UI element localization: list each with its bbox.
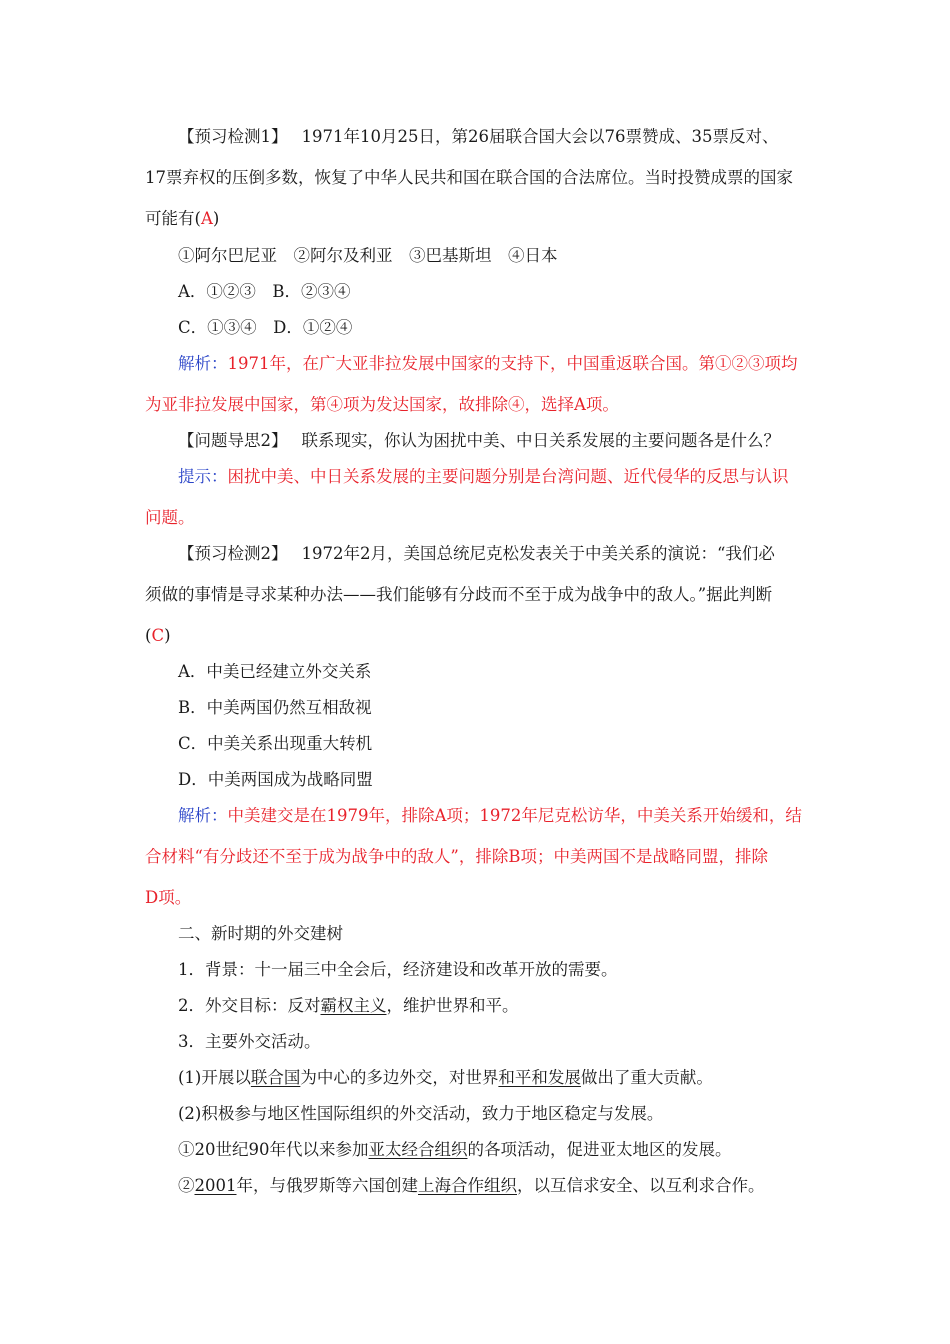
section2-p7-underlined-2: 上海合作组织: [418, 1176, 517, 1195]
section2-p4-prefix: (1)开展以: [178, 1068, 251, 1087]
q2-option-c: C．中美关系出现重大转机: [178, 734, 373, 753]
q2-analysis-text-1: 中美建交是在1979年，排除A项；1972年尼克松访华，中美关系开始缓和，结: [227, 806, 802, 825]
q1-options-ab: A．①②③ B．②③④: [178, 282, 351, 301]
section2-p4-suffix: 做出了重大贡献。: [580, 1068, 713, 1087]
section2-heading: 二、新时期的外交建树: [178, 924, 343, 943]
guide2-hint-line-2: 问题。: [145, 508, 195, 527]
q2-line-3: [145, 624, 815, 648]
section2-p7: [178, 1174, 848, 1198]
section2-p6-prefix: ①20世纪90年代以来参加: [178, 1140, 369, 1159]
section2-p5: (2)积极参与地区性国际组织的外交活动，致力于地区稳定与发展。: [178, 1104, 664, 1123]
section2-p6-underlined: 亚太经合组织: [368, 1140, 468, 1159]
guide2-hint-label: 提示：: [178, 467, 228, 486]
guide2-hint-text-1: 困扰中美、中日关系发展的主要问题分别是台湾问题、近代侵华的反思与认识: [227, 467, 789, 486]
q2-analysis-label: 解析：: [178, 806, 228, 825]
section2-p6: [178, 1138, 848, 1162]
q2-stem-1: 1972年2月，美国总统尼克松发表关于中美关系的演说：“我们必: [301, 544, 775, 563]
guide2-hint-line-1: [178, 465, 848, 489]
section2-p2: [178, 994, 848, 1018]
q2-line-2: 须做的事情是寻求某种办法——我们能够有分歧而不至于成为战争中的敌人。”据此判断: [145, 585, 773, 604]
q2-stem-3: (: [145, 626, 152, 645]
q1-line-3: [145, 207, 815, 231]
q1-tag: 【预习检测1】: [178, 127, 288, 146]
section2-p2-suffix: ，维护世界和平。: [386, 996, 519, 1015]
section2-p2-prefix: 2．外交目标：反对: [178, 996, 321, 1015]
q2-line-1: [178, 542, 848, 566]
guide2-tag: 【问题导思2】: [178, 431, 288, 450]
q1-stem-1: 1971年10月25日，第26届联合国大会以76票赞成、35票反对、: [301, 127, 779, 146]
q2-analysis-line-3: D项。: [145, 888, 192, 907]
q1-answer: A: [200, 209, 213, 228]
section2-p4: [178, 1066, 848, 1090]
section2-p1: 1．背景：十一届三中全会后，经济建设和改革开放的需要。: [178, 960, 618, 979]
section2-p4-underlined-1: 联合国: [250, 1068, 301, 1087]
q2-tag: 【预习检测2】: [178, 544, 288, 563]
section2-p4-mid: 为中心的多边外交，对世界: [300, 1068, 499, 1087]
section2-p7-prefix: ②: [178, 1176, 195, 1195]
q1-items: ①阿尔巴尼亚 ②阿尔及利亚 ③巴基斯坦 ④日本: [178, 246, 558, 265]
section2-p4-underlined-2: 和平和发展: [498, 1068, 581, 1087]
guide2-line: [178, 429, 848, 453]
section2-p7-suffix: ，以互信求安全、以互利求合作。: [517, 1176, 765, 1195]
q1-line-1: [178, 125, 848, 149]
q1-analysis-label: 解析：: [178, 354, 228, 373]
q1-line-2: 17票弃权的压倒多数，恢复了中华人民共和国在联合国的合法席位。当时投赞成票的国家: [145, 168, 793, 187]
q2-option-d: D．中美两国成为战略同盟: [178, 770, 373, 789]
q1-analysis-line-2: 为亚非拉发展中国家，第④项为发达国家，故排除④，选择A项。: [145, 395, 619, 414]
q2-option-a: A．中美已经建立外交关系: [178, 662, 372, 681]
q1-stem-3: 可能有(: [145, 209, 201, 228]
q1-stem-3-end: ): [212, 209, 220, 228]
section2-p3: 3．主要外交活动。: [178, 1032, 321, 1051]
q1-options-cd: C．①③④ D．①②④: [178, 318, 353, 337]
q2-answer: C: [151, 626, 165, 645]
q2-analysis-line-2: 合材料“有分歧还不至于成为战争中的敌人”，排除B项；中美两国不是战略同盟，排除: [145, 847, 768, 866]
section2-p7-underlined-1: 2001: [194, 1176, 237, 1195]
q2-stem-3-end: ): [164, 626, 171, 645]
section2-p2-underlined: 霸权主义: [320, 996, 387, 1015]
q1-analysis-text-1: 1971年，在广大亚非拉发展中国家的支持下，中国重返联合国。第①②③项均: [227, 354, 798, 373]
section2-p6-suffix: 的各项活动，促进亚太地区的发展。: [467, 1140, 732, 1159]
q2-option-b: B．中美两国仍然互相敌视: [178, 698, 372, 717]
q1-analysis-line-1: [178, 352, 848, 376]
q2-analysis-line-1: [178, 804, 848, 828]
guide2-text: 联系现实，你认为困扰中美、中日关系发展的主要问题各是什么？: [301, 431, 780, 450]
section2-p7-mid: 年，与俄罗斯等六国创建: [236, 1176, 418, 1195]
